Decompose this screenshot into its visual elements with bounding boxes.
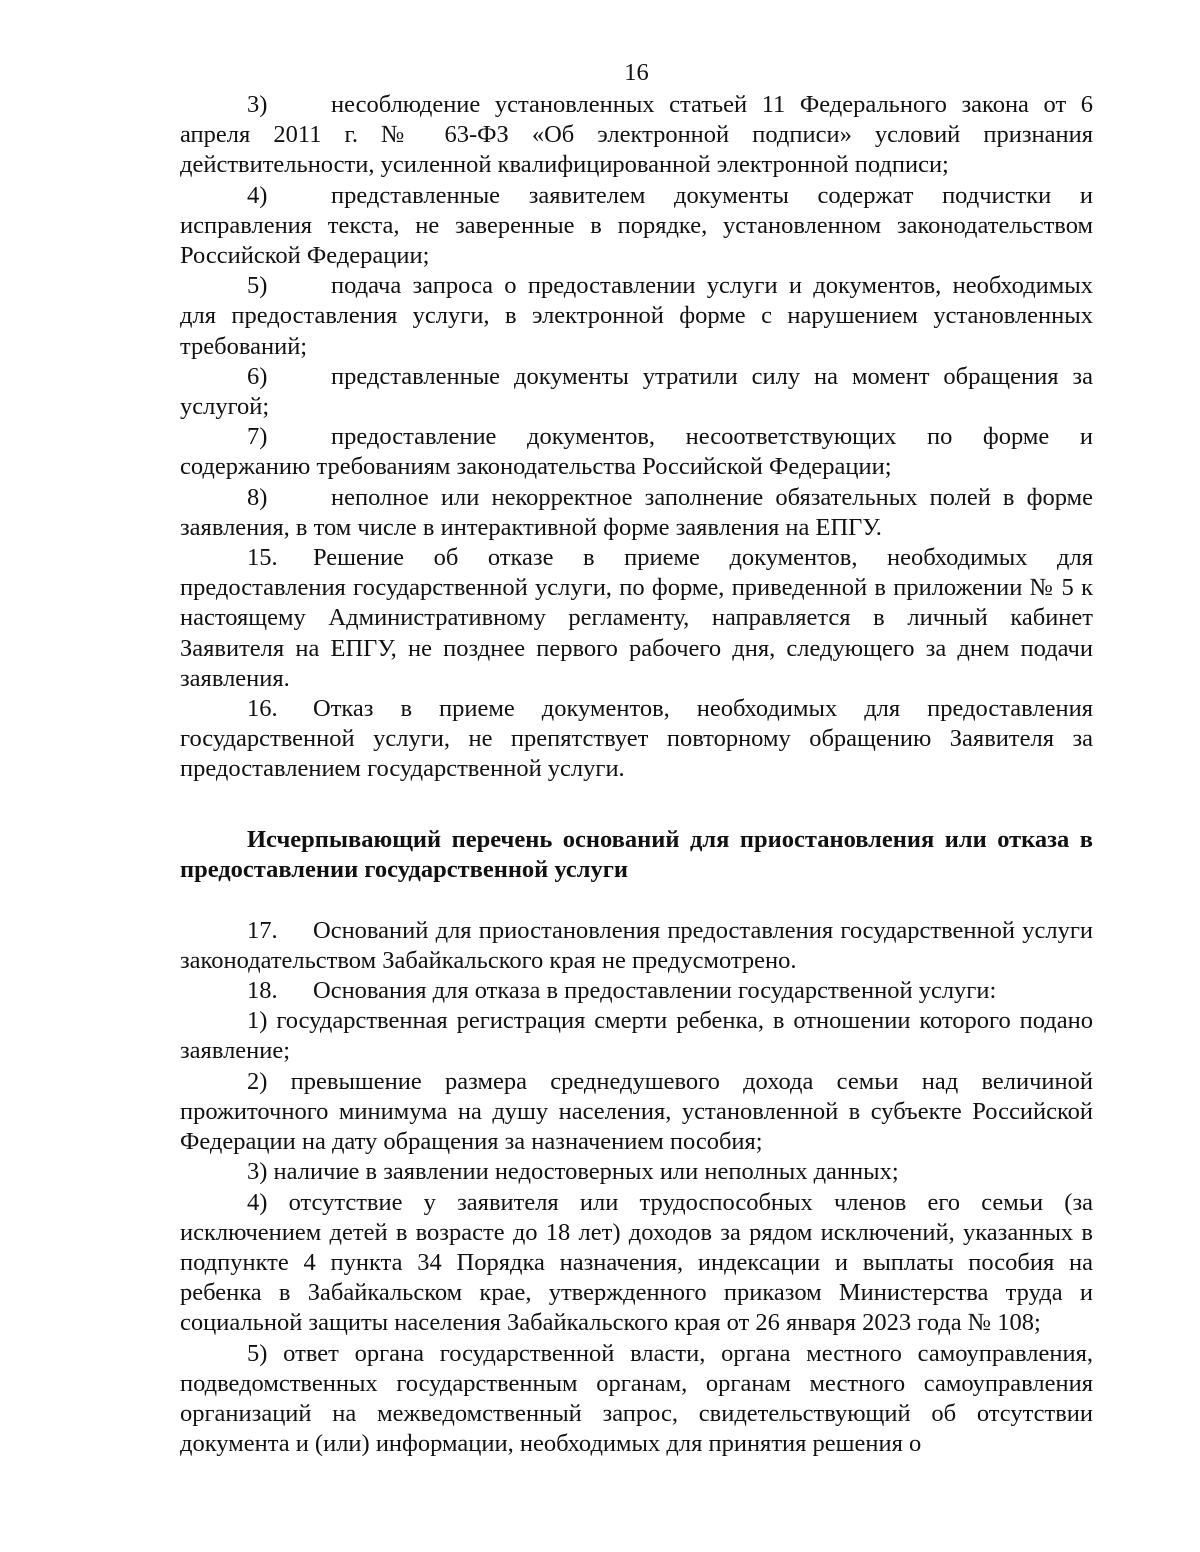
clause-number: 16. xyxy=(247,695,278,723)
item-text: несоблюдение установленных статьей 11 Федерального закона от 6 апреля 2011 г. № 63-ФЗ «Об электронной подписи» условий признания действительности, усиленной квалифицированной электронной подписи; xyxy=(180,91,1093,179)
list-item-3 xyxy=(180,90,1093,181)
list-item-4 xyxy=(180,181,1093,272)
list-item-8 xyxy=(180,483,1093,543)
item-number: 8) xyxy=(247,483,268,511)
item-text: подача запроса о предоставлении услуги и документов, необходимых для предоставления услуги, в электронной форме с нарушением установленных требований; xyxy=(180,272,1093,360)
ground-item-5: 5) ответ органа государственной власти, органа местного самоуправления, подведомственных государственным органам, органам местного самоуправления организаций на межведомственный запрос, свидетельствующий об отсутствии документа и (или) информации, необходимых для принятия решения о xyxy=(180,1339,1093,1458)
item-text: представленные заявителем документы содержат подчистки и исправления текста, не заверенные в порядке, установленном законодательством Российской Федерации; xyxy=(180,181,1093,270)
ground-item-1: 1) государственная регистрация смерти ребенка, в отношении которого подано заявление; xyxy=(180,1007,1093,1065)
clause-number: 17. xyxy=(247,916,278,944)
clause-text: Оснований для приостановления предоставления государственной услуги законодательством Забайкальского края не предусмотрено. xyxy=(180,916,1093,974)
clause-16 xyxy=(180,694,1093,785)
clause-17 xyxy=(180,916,1093,976)
clause-15 xyxy=(180,543,1093,694)
section-heading: Исчерпывающий перечень оснований для приостановления или отказа в предоставлении государственной услуги xyxy=(180,825,1093,884)
item-text: представленные документы утратили силу на момент обращения за услугой; xyxy=(180,362,1093,421)
item-number: 4) xyxy=(247,181,268,209)
item-number: 3) xyxy=(247,91,268,118)
clause-text: Основания для отказа в предоставлении государственной услуги: xyxy=(313,977,997,1005)
item-number: 6) xyxy=(247,362,268,390)
list-item-7 xyxy=(180,422,1093,482)
item-number: 7) xyxy=(247,423,268,451)
page-number: 16 xyxy=(624,59,649,86)
clause-number: 18. xyxy=(247,977,278,1005)
ground-item-3: 3) наличие в заявлении недостоверных или неполных данных; xyxy=(247,1158,899,1186)
clause-text: Отказ в приеме документов, необходимых для предоставления государственной услуги, не препятствует повторному обращению Заявителя за предоставлением государственной услуги. xyxy=(180,695,1093,783)
item-text: предоставление документов, несоответствующих по форме и содержанию требованиям законодательства Российской Федерации; xyxy=(180,423,1093,481)
clause-number: 15. xyxy=(247,544,278,572)
clause-18 xyxy=(180,976,1093,1006)
clause-text: Решение об отказе в приеме документов, необходимых для предоставления государственной услуги, по форме, приведенной в приложении № 5 к настоящему Административному регламенту, направляется в личный кабинет Заявителя на ЕПГУ, не позднее первого рабочего дня, следующего за днем подачи заявления. xyxy=(180,544,1093,692)
list-item-6 xyxy=(180,362,1093,422)
document-page xyxy=(180,58,1093,1459)
ground-item-2: 2) превышение размера среднедушевого дохода семьи над величиной прожиточного минимума на душу населения, установленной в субъекте Российской Федерации на дату обращения за назначением пособия; xyxy=(180,1067,1093,1156)
ground-item-4: 4) отсутствие у заявителя или трудоспособных членов его семьи (за исключением детей в возрасте до 18 лет) доходов за рядом исключений, указанных в подпункте 4 пункта 34 Порядка назначения, индексации и выплаты пособия на ребенка в Забайкальском крае, утвержденного приказом Министерства труда и социальной защиты населения Забайкальского края от 26 января 2023 года № 108; xyxy=(180,1188,1093,1337)
item-number: 5) xyxy=(247,272,268,300)
list-item-5 xyxy=(180,271,1093,362)
item-text: неполное или некорректное заполнение обязательных полей в форме заявления, в том числе в интерактивной форме заявления на ЕПГУ. xyxy=(180,483,1093,541)
